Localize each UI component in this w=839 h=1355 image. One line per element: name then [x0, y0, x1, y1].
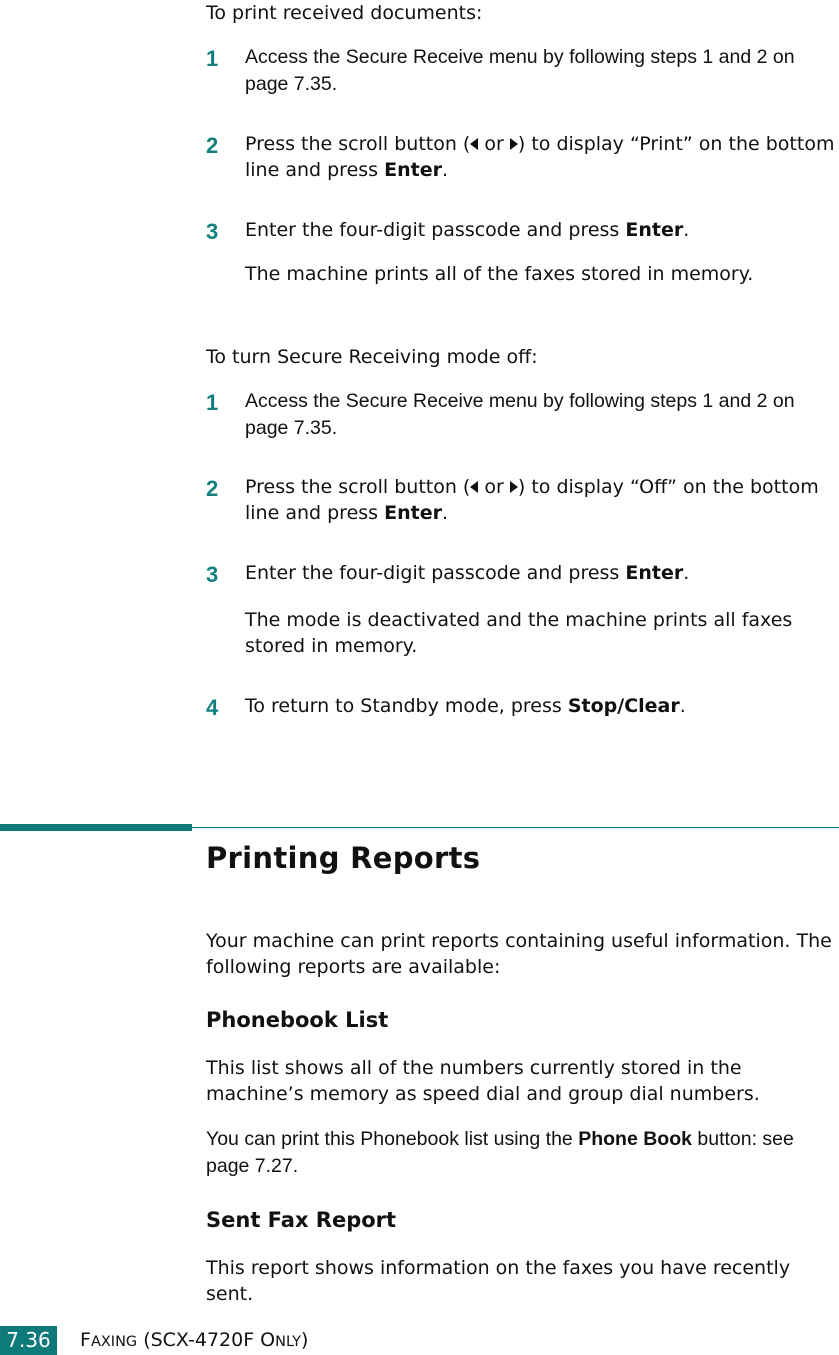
step-text: Enter the four-digit passcode and press Enter.: [245, 562, 690, 584]
section-heading: Printing Reports: [206, 841, 481, 875]
chapter-label: FAXING (SCX-4720F ONLY): [80, 1329, 309, 1351]
off-intro: To turn Secure Receiving mode off:: [206, 346, 538, 368]
heading-accent-bar: [0, 824, 192, 831]
step-text: Access the Secure Receive menu by following steps 1 and 2 on page 7.35.: [245, 390, 795, 439]
step-text: Enter the four-digit passcode and press Enter.: [245, 219, 690, 241]
key-name: Stop/Clear: [567, 695, 680, 717]
step-text: Access the Secure Receive menu by following steps 1 and 2 on page 7.35.: [245, 46, 795, 95]
phonebook-print-note: You can print this Phonebook list using the Phone Book button: see page 7.27.: [206, 1128, 794, 1177]
key-name: Enter: [625, 562, 684, 584]
step-text: Press the scroll button ( or ) to display “Off” on the bottom line and press Enter.: [245, 476, 819, 525]
step-number: 1: [206, 390, 219, 415]
step-number: 1: [206, 46, 219, 71]
step-text: Press the scroll button ( or ) to display “Print” on the bottom line and press Enter.: [245, 133, 835, 182]
sent-fax-title: Sent Fax Report: [206, 1208, 397, 1232]
phonebook-title: Phonebook List: [206, 1008, 389, 1032]
step-text: To return to Standby mode, press Stop/Clear.: [245, 695, 686, 717]
heading-rule: [192, 827, 839, 828]
sent-fax-desc: This report shows information on the faxes you have recently sent.: [206, 1257, 791, 1306]
scroll-right-icon: [510, 481, 518, 493]
key-name: Enter: [625, 219, 684, 241]
page-number: 7.36: [0, 1326, 57, 1355]
phonebook-desc: This list shows all of the numbers currently stored in the machine’s memory as speed dial and group dial numbers.: [206, 1057, 760, 1106]
step-number: 4: [206, 695, 219, 720]
step-note: The machine prints all of the faxes stored in memory.: [245, 263, 754, 285]
key-name: Enter: [384, 159, 442, 182]
key-name: Phone Book: [578, 1128, 692, 1150]
scroll-right-icon: [510, 138, 518, 150]
step-number: 2: [206, 476, 219, 501]
step-number: 2: [206, 133, 219, 158]
print-intro: To print received documents:: [206, 2, 483, 24]
step-number: 3: [206, 562, 219, 587]
step-number: 3: [206, 219, 219, 244]
reports-intro: Your machine can print reports containing useful information. The following reports are available:: [206, 930, 832, 979]
scroll-left-icon: [470, 138, 478, 150]
scroll-left-icon: [470, 481, 478, 493]
key-name: Enter: [384, 502, 442, 525]
step-note: The mode is deactivated and the machine prints all faxes stored in memory.: [245, 609, 793, 658]
